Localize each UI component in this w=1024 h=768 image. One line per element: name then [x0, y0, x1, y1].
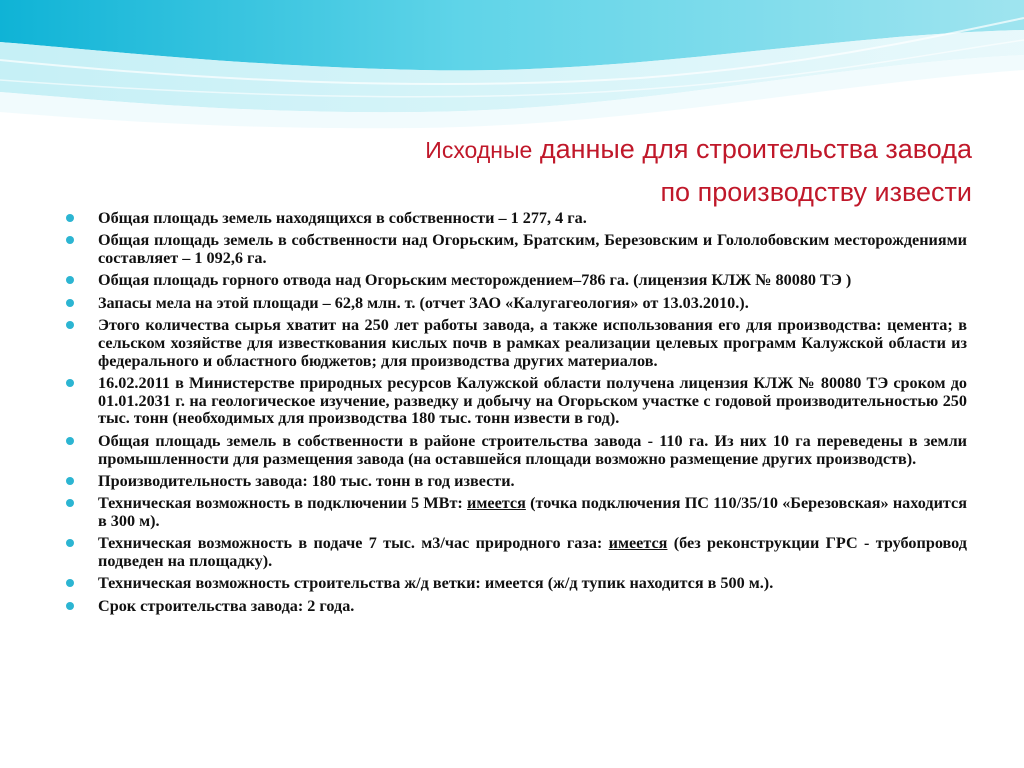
list-item — [66, 317, 967, 370]
title-first-word: Исходные — [425, 137, 533, 163]
list-item — [66, 535, 967, 571]
list-item-text-after: (без реконструкции ГРС - трубопровод подведен на площадку). — [98, 534, 967, 571]
list-item — [66, 295, 967, 313]
bullet-dot-icon — [66, 499, 74, 507]
list-item-text: Общая площадь земель находящихся в собственности – 1 277, 4 га. — [98, 209, 587, 227]
list-item — [66, 473, 967, 491]
list-item-text: Техническая возможность строительства ж/д ветки: имеется (ж/д тупик находится в 500 м.). — [98, 574, 774, 593]
bullet-dot-icon — [66, 321, 74, 329]
bullet-dot-icon — [66, 477, 74, 485]
list-item — [66, 575, 967, 593]
bullet-dot-icon — [66, 437, 74, 445]
bullet-dot-icon — [66, 214, 74, 222]
slide-title — [172, 128, 972, 213]
header-wave-decoration — [0, 0, 1024, 130]
underlined-availability: имеется — [608, 534, 668, 553]
bullet-dot-icon — [66, 539, 74, 547]
list-item — [66, 232, 967, 268]
list-item-text: Общая площадь земель в собственности над Огорьским, Братским, Березовским и Гололобовским месторождениями составляет – 1 092,6 га. — [98, 231, 967, 268]
bullet-dot-icon — [66, 276, 74, 284]
list-item-text-before: Техническая возможность в подаче 7 тыс. м3/час природного газа: — [98, 534, 609, 553]
list-item — [66, 375, 967, 428]
bullet-dot-icon — [66, 379, 74, 387]
list-item-text: Производительность завода: 180 тыс. тонн в год извести. — [98, 471, 515, 490]
list-item — [66, 272, 967, 290]
title-line-1-rest: данные для строительства завода — [539, 134, 972, 164]
bullet-list — [66, 210, 967, 620]
list-item-text: Срок строительства завода: 2 года. — [98, 596, 355, 615]
list-item-text: Общая площадь земель в собственности в районе строительства завода - 110 га. Из них 10 га переведены в земли промышленности для размещения завода (на оставшейся площади возможно размещение других производств). — [98, 431, 967, 468]
list-item — [66, 210, 967, 228]
title-line-1 — [172, 128, 972, 171]
list-item — [66, 433, 967, 469]
title-line-2: по производству извести — [660, 177, 972, 207]
list-item-text: Этого количества сырья хватит на 250 лет работы завода, а также использования его для производства: цемента; в сельском хозяйстве для известкования кислых почв в рамках реализации целевых программ Калужской области из федерального и областного бюджетов; для производства других материалов. — [98, 315, 967, 370]
bullet-dot-icon — [66, 299, 74, 307]
list-item — [66, 495, 967, 531]
bullet-dot-icon — [66, 579, 74, 587]
bullet-dot-icon — [66, 236, 74, 244]
bullet-dot-icon — [66, 602, 74, 610]
list-item — [66, 598, 967, 616]
list-item-text-after: (точка подключения ПС 110/35/10 «Березовская» находится в 300 м). — [98, 494, 967, 530]
list-item-text-before: Техническая возможность в подключении 5 МВт: — [98, 494, 468, 513]
list-item-text: 16.02.2011 в Министерстве природных ресурсов Калужской области получена лицензия КЛЖ № 80080 ТЭ сроком до 01.01.2031 г. на геологическое изучение, разведку и добычу на Огорьском участке с годовой производительностью 250 тыс. тонн (необходимых для производства 180 тыс. тонн извести в год). — [98, 373, 967, 428]
list-item-text: Запасы мела на этой площади – 62,8 млн. т. (отчет ЗАО «Калугагеология» от 13.03.2010.). — [98, 293, 749, 312]
list-item-text: Общая площадь горного отвода над Огорьским месторождением–786 га. (лицензия КЛЖ № 80080 ТЭ ) — [98, 271, 852, 290]
underlined-availability: имеется — [467, 494, 526, 513]
